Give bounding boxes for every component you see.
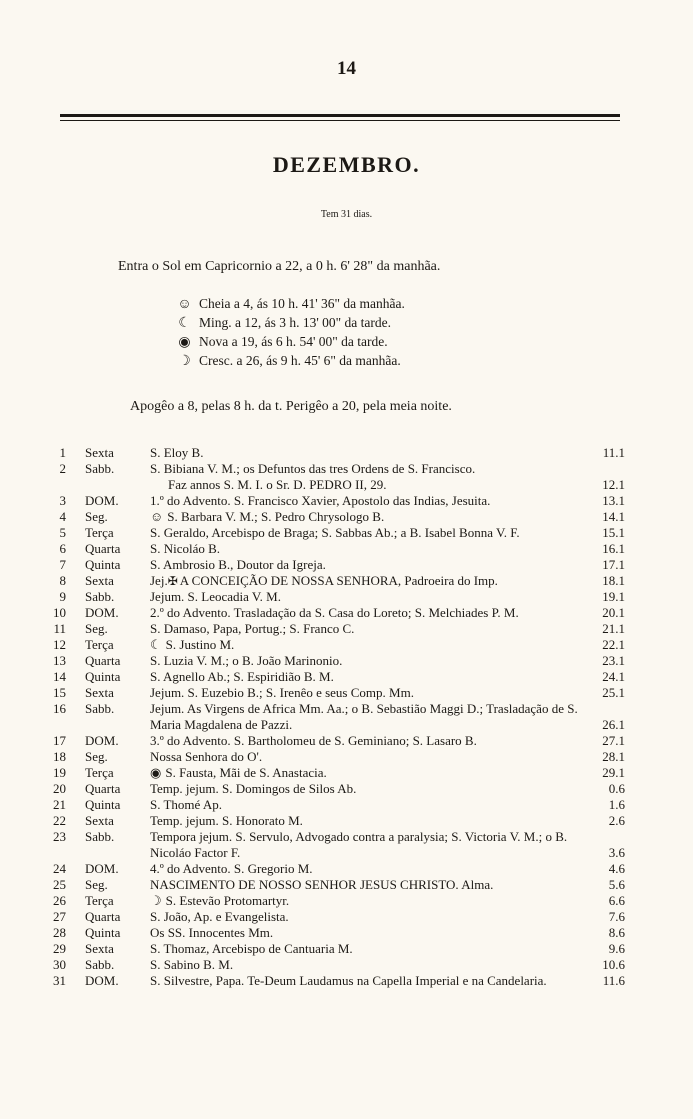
saints-text: A CONCEIÇÃO DE NOSSA SENHORA, Padroeira do Imp. <box>179 573 498 588</box>
day-saints <box>150 893 580 909</box>
day-number: 18 <box>53 749 66 764</box>
weekday: Sexta <box>85 445 114 460</box>
day-value: 14.1 <box>602 509 625 524</box>
new-moon-icon: ◉ <box>150 765 162 780</box>
day-value: 9.6 <box>608 941 625 956</box>
day-row <box>0 765 693 781</box>
weekday: Terça <box>85 525 114 540</box>
weekday: Sexta <box>85 941 114 956</box>
saints-text: S. Silvestre, Papa. Te-Deum Laudamus na Capella Imperial e na Candelaria. <box>150 973 547 988</box>
saints-text: Temp. jejum. S. Domingos de Silos Ab. <box>150 781 357 796</box>
day-saints <box>150 941 580 957</box>
day-number: 20 <box>53 781 66 796</box>
day-saints <box>150 637 580 653</box>
apogee-perigee: Apogêo a 8, pelas 8 h. da t. Perigêo a 20, pela meia noite. <box>130 399 452 414</box>
day-row <box>0 685 693 701</box>
phase-text: Ming. a 12, ás 3 h. 13' 00" da tarde. <box>199 315 392 330</box>
day-saints <box>150 909 580 925</box>
day-row <box>0 461 693 493</box>
day-value: 7.6 <box>608 909 625 924</box>
header-rule-thick <box>60 114 620 117</box>
day-number: 31 <box>53 973 66 988</box>
header-rule-thin <box>60 120 620 121</box>
full-moon-icon: ☺ <box>177 297 192 312</box>
day-number: 19 <box>53 765 66 780</box>
day-number: 17 <box>53 733 66 748</box>
day-number: 26 <box>53 893 66 908</box>
day-value: 8.6 <box>608 925 625 940</box>
day-value: 24.1 <box>602 669 625 684</box>
day-row <box>0 813 693 829</box>
day-value: 15.1 <box>602 525 625 540</box>
day-number: 12 <box>53 637 66 652</box>
weekday: DOM. <box>85 493 119 508</box>
day-value: 17.1 <box>602 557 625 572</box>
day-row <box>0 493 693 509</box>
day-row <box>0 509 693 525</box>
saints-text: S. Ambrosio B., Doutor da Igreja. <box>150 557 326 572</box>
day-saints <box>150 461 580 493</box>
day-saints <box>150 445 580 461</box>
saints-text: Os SS. Innocentes Mm. <box>150 925 274 940</box>
full-moon-icon: ☺ <box>150 509 164 524</box>
saints-text: Jejum. S. Leocadia V. M. <box>150 589 281 604</box>
day-row <box>0 589 693 605</box>
saints-text: S. João, Ap. e Evangelista. <box>150 909 289 924</box>
day-number: 25 <box>53 877 66 892</box>
day-saints <box>150 797 580 813</box>
phase-row <box>176 334 405 353</box>
day-value: 4.6 <box>608 861 625 876</box>
day-number: 30 <box>53 957 66 972</box>
day-number: 14 <box>53 669 66 684</box>
saints-text: Jejum. As Virgens de Africa Mm. Aa.; o B. Sebastião Maggi D.; Trasladação de S. Maria Magdalena de Pazzi. <box>150 701 578 732</box>
day-saints <box>150 685 580 701</box>
saints-text: S. Eloy B. <box>150 445 204 460</box>
day-row <box>0 701 693 733</box>
weekday: DOM. <box>85 973 119 988</box>
day-row <box>0 925 693 941</box>
saints-text: S. Justino M. <box>165 637 235 652</box>
day-row <box>0 829 693 861</box>
day-saints <box>150 541 580 557</box>
day-saints <box>150 493 580 509</box>
phase-text: Cresc. a 26, ás 9 h. 45' 6" da manhãa. <box>199 353 401 368</box>
weekday: Seg. <box>85 749 108 764</box>
day-saints <box>150 813 580 829</box>
weekday: Sabb. <box>85 701 115 716</box>
moon-phases <box>176 296 405 372</box>
day-value: 19.1 <box>602 589 625 604</box>
weekday: Quinta <box>85 669 121 684</box>
saints-text: S. Thomaz, Arcebispo de Cantuaria M. <box>150 941 353 956</box>
day-value: 11.1 <box>602 445 625 460</box>
day-value: 21.1 <box>602 621 625 636</box>
day-value: 2.6 <box>608 813 625 828</box>
day-saints <box>150 573 580 589</box>
day-saints <box>150 557 580 573</box>
saints-text: S. Agnello Ab.; S. Espiridião B. M. <box>150 669 334 684</box>
days-note: Tem 31 dias. <box>320 209 373 220</box>
day-number: 23 <box>53 829 66 844</box>
weekday: Sabb. <box>85 461 115 476</box>
day-saints <box>150 589 580 605</box>
day-number: 2 <box>59 461 66 476</box>
day-row <box>0 541 693 557</box>
day-saints <box>150 621 580 637</box>
saints-text: S. Bibiana V. M.; os Defuntos das tres Ordens de S. Francisco. <box>150 461 476 476</box>
day-row <box>0 445 693 461</box>
saints-text: Temp. jejum. S. Honorato M. <box>150 813 303 828</box>
day-number: 10 <box>53 605 66 620</box>
day-number: 6 <box>59 541 66 556</box>
day-value: 23.1 <box>602 653 625 668</box>
day-row <box>0 877 693 893</box>
weekday: Sabb. <box>85 829 115 844</box>
day-value: 3.6 <box>608 845 625 860</box>
day-value: 27.1 <box>602 733 625 748</box>
fast-marker: Jej. <box>150 573 168 588</box>
saints-text: Jejum. S. Euzebio B.; S. Irenêo e seus Comp. Mm. <box>150 685 414 700</box>
weekday: Sexta <box>85 813 114 828</box>
day-saints <box>150 925 580 941</box>
day-value: 22.1 <box>602 637 625 652</box>
weekday: Sexta <box>85 573 114 588</box>
day-number: 11 <box>53 621 66 636</box>
day-row <box>0 781 693 797</box>
day-number: 4 <box>59 509 66 524</box>
weekday: Quarta <box>85 653 121 668</box>
saints-text: S. Thomé Ap. <box>150 797 222 812</box>
sun-entry: Entra o Sol em Capricornio a 22, a 0 h. 6' 28" da manhãa. <box>118 259 441 274</box>
day-saints <box>150 973 580 989</box>
phase-row <box>176 315 405 334</box>
day-number: 8 <box>59 573 66 588</box>
day-saints <box>150 877 580 893</box>
first-quarter-moon-icon: ☽ <box>150 893 162 908</box>
saints-text: Tempora jejum. S. Servulo, Advogado contra a paralysia; S. Victoria V. M.; o B. Nicoláo Factor F. <box>150 829 568 860</box>
saints-text: S. Geraldo, Arcebispo de Braga; S. Sabbas Ab.; a B. Isabel Bonna V. F. <box>150 525 520 540</box>
first-quarter-moon-icon: ☽ <box>178 354 191 369</box>
day-value: 13.1 <box>602 493 625 508</box>
last-quarter-moon-icon: ☾ <box>150 637 162 652</box>
day-row <box>0 749 693 765</box>
day-saints <box>150 605 580 621</box>
saints-text: S. Nicoláo B. <box>150 541 221 556</box>
phase-row <box>176 353 405 372</box>
day-value: 10.6 <box>602 957 625 972</box>
day-number: 29 <box>53 941 66 956</box>
day-value: 11.6 <box>602 973 625 988</box>
day-value: 12.1 <box>602 477 625 492</box>
day-number: 15 <box>53 685 66 700</box>
saints-text: S. Damaso, Papa, Portug.; S. Franco C. <box>150 621 355 636</box>
weekday: Sabb. <box>85 589 115 604</box>
saints-text: 1.º do Advento. S. Francisco Xavier, Apostolo das Indias, Jesuita. <box>150 493 491 508</box>
day-row <box>0 893 693 909</box>
weekday: Sabb. <box>85 957 115 972</box>
saints-text: S. Sabino B. M. <box>150 957 234 972</box>
weekday: Quarta <box>85 541 121 556</box>
page-number: 14 <box>337 58 356 79</box>
weekday: DOM. <box>85 733 119 748</box>
last-quarter-moon-icon: ☾ <box>178 316 191 331</box>
day-value: 5.6 <box>608 877 625 892</box>
saints-note: Faz annos S. M. I. o Sr. D. PEDRO II, 29. <box>168 477 387 492</box>
saints-text: 3.º do Advento. S. Bartholomeu de S. Geminiano; S. Lasaro B. <box>150 733 477 748</box>
day-row <box>0 909 693 925</box>
weekday: Seg. <box>85 877 108 892</box>
saints-text: S. Estevão Protomartyr. <box>165 893 290 908</box>
day-saints <box>150 765 580 781</box>
weekday: Sexta <box>85 685 114 700</box>
weekday: DOM. <box>85 605 119 620</box>
day-row <box>0 557 693 573</box>
day-saints <box>150 957 580 973</box>
day-saints <box>150 701 580 733</box>
saints-text: S. Fausta, Mãi de S. Anastacia. <box>165 765 327 780</box>
day-number: 7 <box>59 557 66 572</box>
weekday: Seg. <box>85 509 108 524</box>
day-row <box>0 797 693 813</box>
weekday: DOM. <box>85 861 119 876</box>
phase-row <box>176 296 405 315</box>
day-number: 16 <box>53 701 66 716</box>
weekday: Terça <box>85 637 114 652</box>
day-number: 9 <box>59 589 66 604</box>
day-row <box>0 973 693 989</box>
cross-icon: ✠ <box>167 574 178 588</box>
day-saints <box>150 781 580 797</box>
weekday: Terça <box>85 765 114 780</box>
day-row <box>0 653 693 669</box>
saints-text: S. Barbara V. M.; S. Pedro Chrysologo B. <box>167 509 385 524</box>
day-value: 0.6 <box>608 781 625 796</box>
day-row <box>0 621 693 637</box>
new-moon-icon: ◉ <box>178 335 191 350</box>
weekday: Terça <box>85 893 114 908</box>
day-saints <box>150 669 580 685</box>
day-number: 3 <box>59 493 66 508</box>
day-number: 22 <box>53 813 66 828</box>
day-value: 18.1 <box>602 573 625 588</box>
day-row <box>0 861 693 877</box>
day-value: 25.1 <box>602 685 625 700</box>
day-saints <box>150 509 580 525</box>
day-value: 26.1 <box>602 717 625 732</box>
day-number: 1 <box>59 445 66 460</box>
day-number: 21 <box>53 797 66 812</box>
day-row <box>0 957 693 973</box>
day-value: 28.1 <box>602 749 625 764</box>
day-saints <box>150 749 580 765</box>
day-row <box>0 637 693 653</box>
weekday: Quarta <box>85 781 121 796</box>
day-saints <box>150 829 580 861</box>
day-saints <box>150 733 580 749</box>
weekday: Quinta <box>85 557 121 572</box>
month-title: DEZEMBRO. <box>272 152 421 177</box>
weekday: Quinta <box>85 797 121 812</box>
day-number: 13 <box>53 653 66 668</box>
phase-text: Nova a 19, ás 6 h. 54' 00" da tarde. <box>199 334 388 349</box>
day-row <box>0 669 693 685</box>
day-saints <box>150 653 580 669</box>
day-number: 5 <box>59 525 66 540</box>
saints-text: NASCIMENTO DE NOSSO SENHOR JESUS CHRISTO. Alma. <box>150 877 494 892</box>
day-row <box>0 573 693 589</box>
day-row <box>0 733 693 749</box>
day-value: 20.1 <box>602 605 625 620</box>
day-number: 27 <box>53 909 66 924</box>
day-row <box>0 605 693 621</box>
day-number: 24 <box>53 861 66 876</box>
day-number: 28 <box>53 925 66 940</box>
day-value: 1.6 <box>608 797 625 812</box>
day-row <box>0 525 693 541</box>
weekday: Seg. <box>85 621 108 636</box>
saints-text: Nossa Senhora do O'. <box>150 749 263 764</box>
saints-text: 4.º do Advento. S. Gregorio M. <box>150 861 313 876</box>
saints-text: 2.º do Advento. Trasladação da S. Casa do Loreto; S. Melchiades P. M. <box>150 605 519 620</box>
day-saints <box>150 525 580 541</box>
calendar-days <box>0 445 693 989</box>
phase-text: Cheia a 4, ás 10 h. 41' 36" da manhãa. <box>199 296 405 311</box>
weekday: Quarta <box>85 909 121 924</box>
saints-text: S. Luzia V. M.; o B. João Marinonio. <box>150 653 343 668</box>
day-value: 29.1 <box>602 765 625 780</box>
day-row <box>0 941 693 957</box>
weekday: Quinta <box>85 925 121 940</box>
day-value: 6.6 <box>608 893 625 908</box>
day-saints <box>150 861 580 877</box>
day-value: 16.1 <box>602 541 625 556</box>
